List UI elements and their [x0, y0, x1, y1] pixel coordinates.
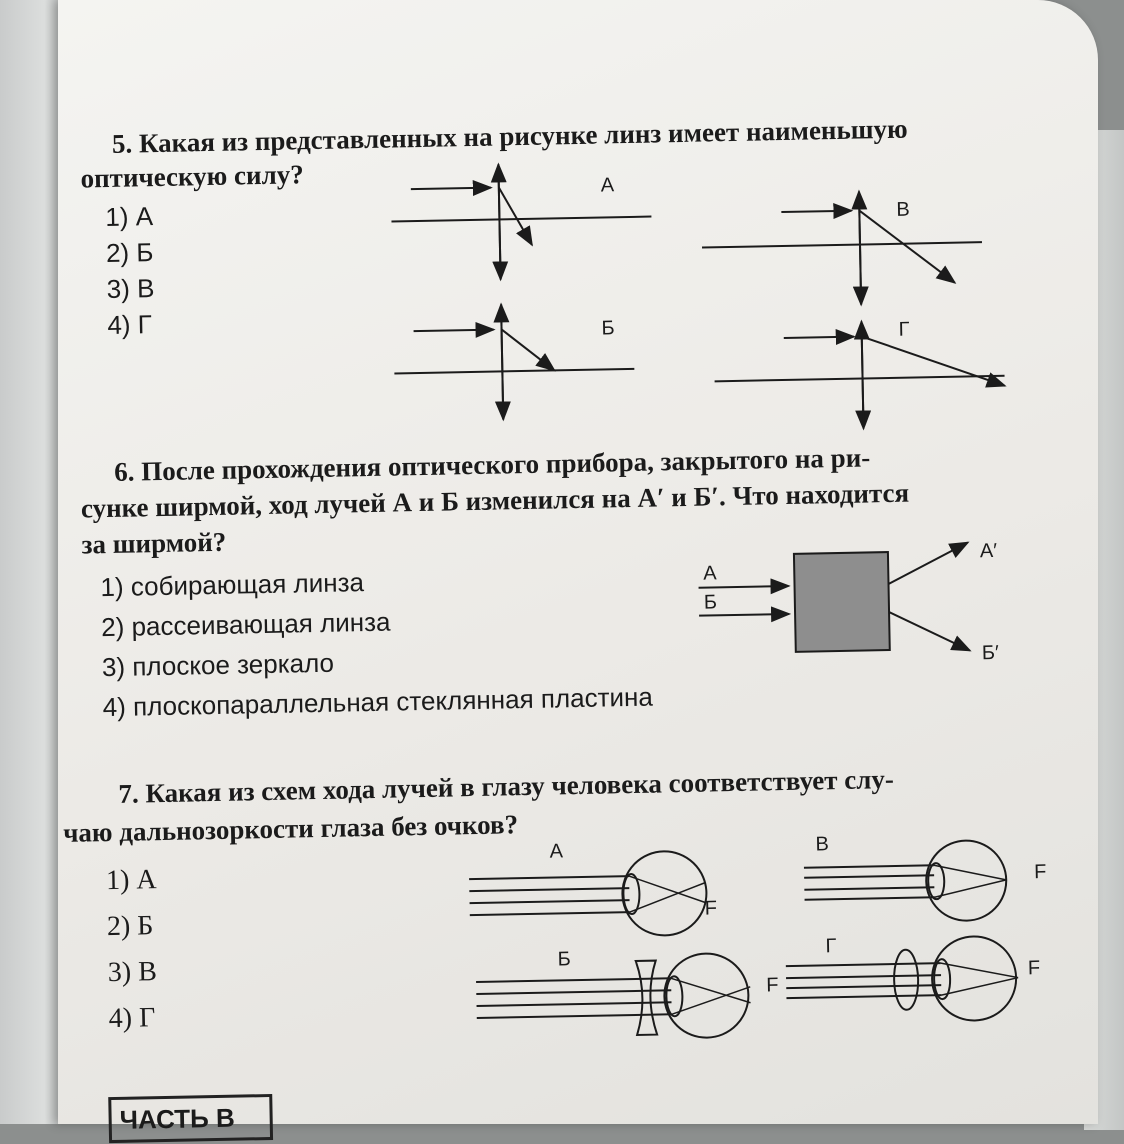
- eye-label-v: В: [815, 833, 830, 856]
- lens-label-a: А: [600, 174, 615, 197]
- eye-label-b: Б: [557, 948, 571, 971]
- q5-option-2[interactable]: 2) Б: [105, 237, 154, 269]
- q6-option-2[interactable]: 2) рассеивающая линза: [100, 606, 391, 643]
- eye-diagram-v: [743, 839, 1035, 935]
- screen-label-b-out: Б′: [981, 641, 999, 665]
- eye-label-g: Г: [825, 935, 837, 958]
- q5-option-4[interactable]: 4) Г: [107, 309, 153, 340]
- eye-a-focus-label: F: [704, 897, 718, 920]
- q7-option-3[interactable]: 3) В: [107, 956, 158, 989]
- lens-diagram-g: [693, 314, 1015, 440]
- screen-diagram: [678, 539, 1020, 669]
- q6-title-line1: 6. После прохождения оптического прибора, закрытого на ри-: [113, 442, 871, 487]
- lens-label-v: В: [896, 198, 910, 221]
- q7-option-1[interactable]: 1) А: [105, 864, 157, 897]
- q7-option-4[interactable]: 4) Г: [108, 1002, 156, 1035]
- eye-g-focus-label: F: [1027, 957, 1041, 980]
- lens-label-b: Б: [601, 317, 615, 340]
- eye-diagram-b: [466, 946, 768, 1052]
- q6-option-4[interactable]: 4) плоскопараллельная стеклянная пластина: [102, 681, 654, 723]
- screen-label-b: Б: [703, 591, 718, 614]
- page-content: [47, 0, 1108, 1134]
- q6-title-line3: за ширмой?: [81, 526, 227, 560]
- lens-diagram-a: [380, 156, 662, 291]
- part-b-heading: ЧАСТЬ В: [108, 1094, 273, 1143]
- q6-option-1[interactable]: 1) собирающая линза: [100, 567, 365, 603]
- q5-title-line1: 5. Какая из представленных на рисунке линз имеет наименьшую: [111, 113, 908, 159]
- eye-diagram-a: [459, 852, 731, 947]
- lens-label-g: Г: [898, 318, 910, 341]
- q7-title-line2: чаю дальнозоркости глаза без очков?: [62, 809, 519, 848]
- eye-v-focus-label: F: [1033, 861, 1047, 884]
- q7-title-line1: 7. Какая из схем хода лучей в глазу человека соответствует слу-: [118, 763, 895, 809]
- q6-option-3[interactable]: 3) плоское зеркало: [101, 647, 335, 683]
- q5-title-line2: оптическую силу?: [80, 159, 304, 194]
- screen-label-a: А: [703, 562, 717, 585]
- screen-label-a-out: А′: [979, 539, 998, 563]
- eye-label-a: А: [549, 840, 564, 863]
- lens-diagram-b: [383, 296, 665, 431]
- eye-diagram-g: [755, 929, 1047, 1035]
- screen-box: [794, 552, 890, 652]
- q5-option-3[interactable]: 3) В: [106, 273, 155, 304]
- eye-b-focus-label: F: [765, 974, 779, 997]
- lens-diagram-v: [691, 184, 993, 320]
- q6-title-line2: сунке ширмой, ход лучей А и Б изменился на А′ и Б′. Что находится: [80, 477, 910, 524]
- q5-option-1[interactable]: 1) А: [105, 201, 154, 233]
- q7-option-2[interactable]: 2) Б: [106, 910, 154, 943]
